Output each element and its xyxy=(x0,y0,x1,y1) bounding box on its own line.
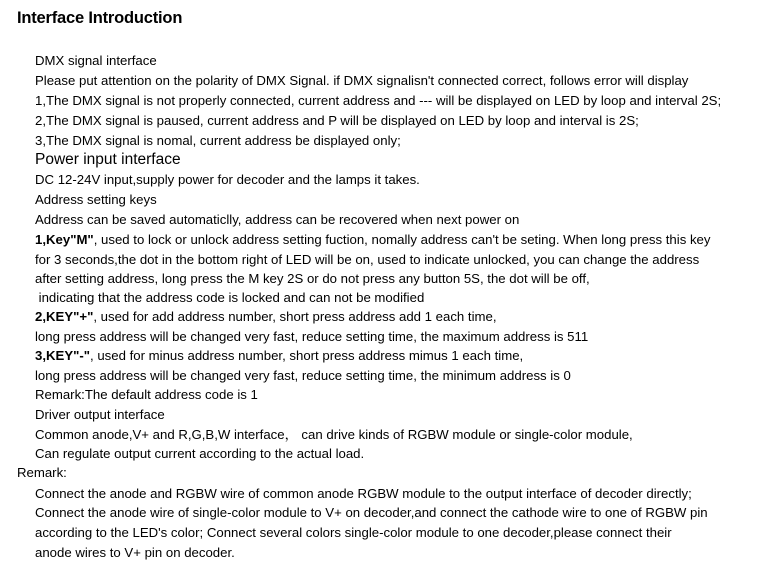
driver-line-1: Common anode,V+ and R,G,B,W interface， can drive kinds of RGBW module or single-color module, xyxy=(35,427,633,442)
key-plus-line-1 xyxy=(35,309,497,325)
key-plus-text: , used for add address number, short press address add 1 each time, xyxy=(93,309,497,324)
key-m-label: 1,Key"M" xyxy=(35,232,94,247)
key-minus-label: 3,KEY"-" xyxy=(35,348,91,363)
key-m-text: , used to lock or unlock address setting fuction, nomally address can't be seting. When long press this key xyxy=(93,232,711,247)
remark-heading: Remark: xyxy=(17,465,67,480)
address-default: Remark:The default address code is 1 xyxy=(35,387,258,402)
remark-line-2: Connect the anode wire of single-color module to V+ on decoder,and connect the cathode wire to one of RGBW pin xyxy=(35,505,708,520)
key-minus-line-1 xyxy=(35,348,523,364)
key-m-line-1 xyxy=(35,232,710,248)
key-m-line-3: after setting address, long press the M key 2S or do not press any button 5S, the dot will be off, xyxy=(35,271,590,286)
page-title: Interface Introduction xyxy=(17,9,183,27)
power-heading: Power input interface xyxy=(35,151,181,168)
key-minus-text: , used for minus address number, short press address mimus 1 each time, xyxy=(90,348,524,363)
remark-line-1: Connect the anode and RGBW wire of common anode RGBW module to the output interface of decoder directly; xyxy=(35,486,692,501)
address-heading: Address setting keys xyxy=(35,192,157,207)
remark-line-4: anode wires to V+ pin on decoder. xyxy=(35,545,235,560)
power-text: DC 12-24V input,supply power for decoder and the lamps it takes. xyxy=(35,172,420,187)
driver-heading: Driver output interface xyxy=(35,407,165,422)
key-m-line-4: indicating that the address code is locked and can not be modified xyxy=(35,290,425,305)
remark-line-3: according to the LED's color; Connect several colors single-color module to one decoder,please connect their xyxy=(35,525,672,540)
dmx-item-1: 1,The DMX signal is not properly connected, current address and --- will be displayed on LED by loop and interval 2S; xyxy=(35,93,722,108)
dmx-intro: Please put attention on the polarity of DMX Signal. if DMX signalisn't connected correct, follows error will display xyxy=(35,73,689,88)
dmx-item-2: 2,The DMX signal is paused, current address and P will be displayed on LED by loop and interval is 2S; xyxy=(35,113,639,128)
dmx-heading: DMX signal interface xyxy=(35,53,157,68)
driver-line-2: Can regulate output current according to the actual load. xyxy=(35,446,365,461)
key-plus-label: 2,KEY"+" xyxy=(35,309,94,324)
address-saved: Address can be saved automaticlly, address can be recovered when next power on xyxy=(35,212,520,227)
dmx-item-3: 3,The DMX signal is nomal, current address be displayed only; xyxy=(35,133,401,148)
key-m-line-2: for 3 seconds,the dot in the bottom right of LED will be on, used to indicate unlocked, you can change the address xyxy=(35,252,700,267)
key-plus-line-2: long press address will be changed very fast, reduce setting time, the maximum address is 511 xyxy=(35,329,589,344)
key-minus-line-2: long press address will be changed very fast, reduce setting time, the minimum address is 0 xyxy=(35,368,571,383)
